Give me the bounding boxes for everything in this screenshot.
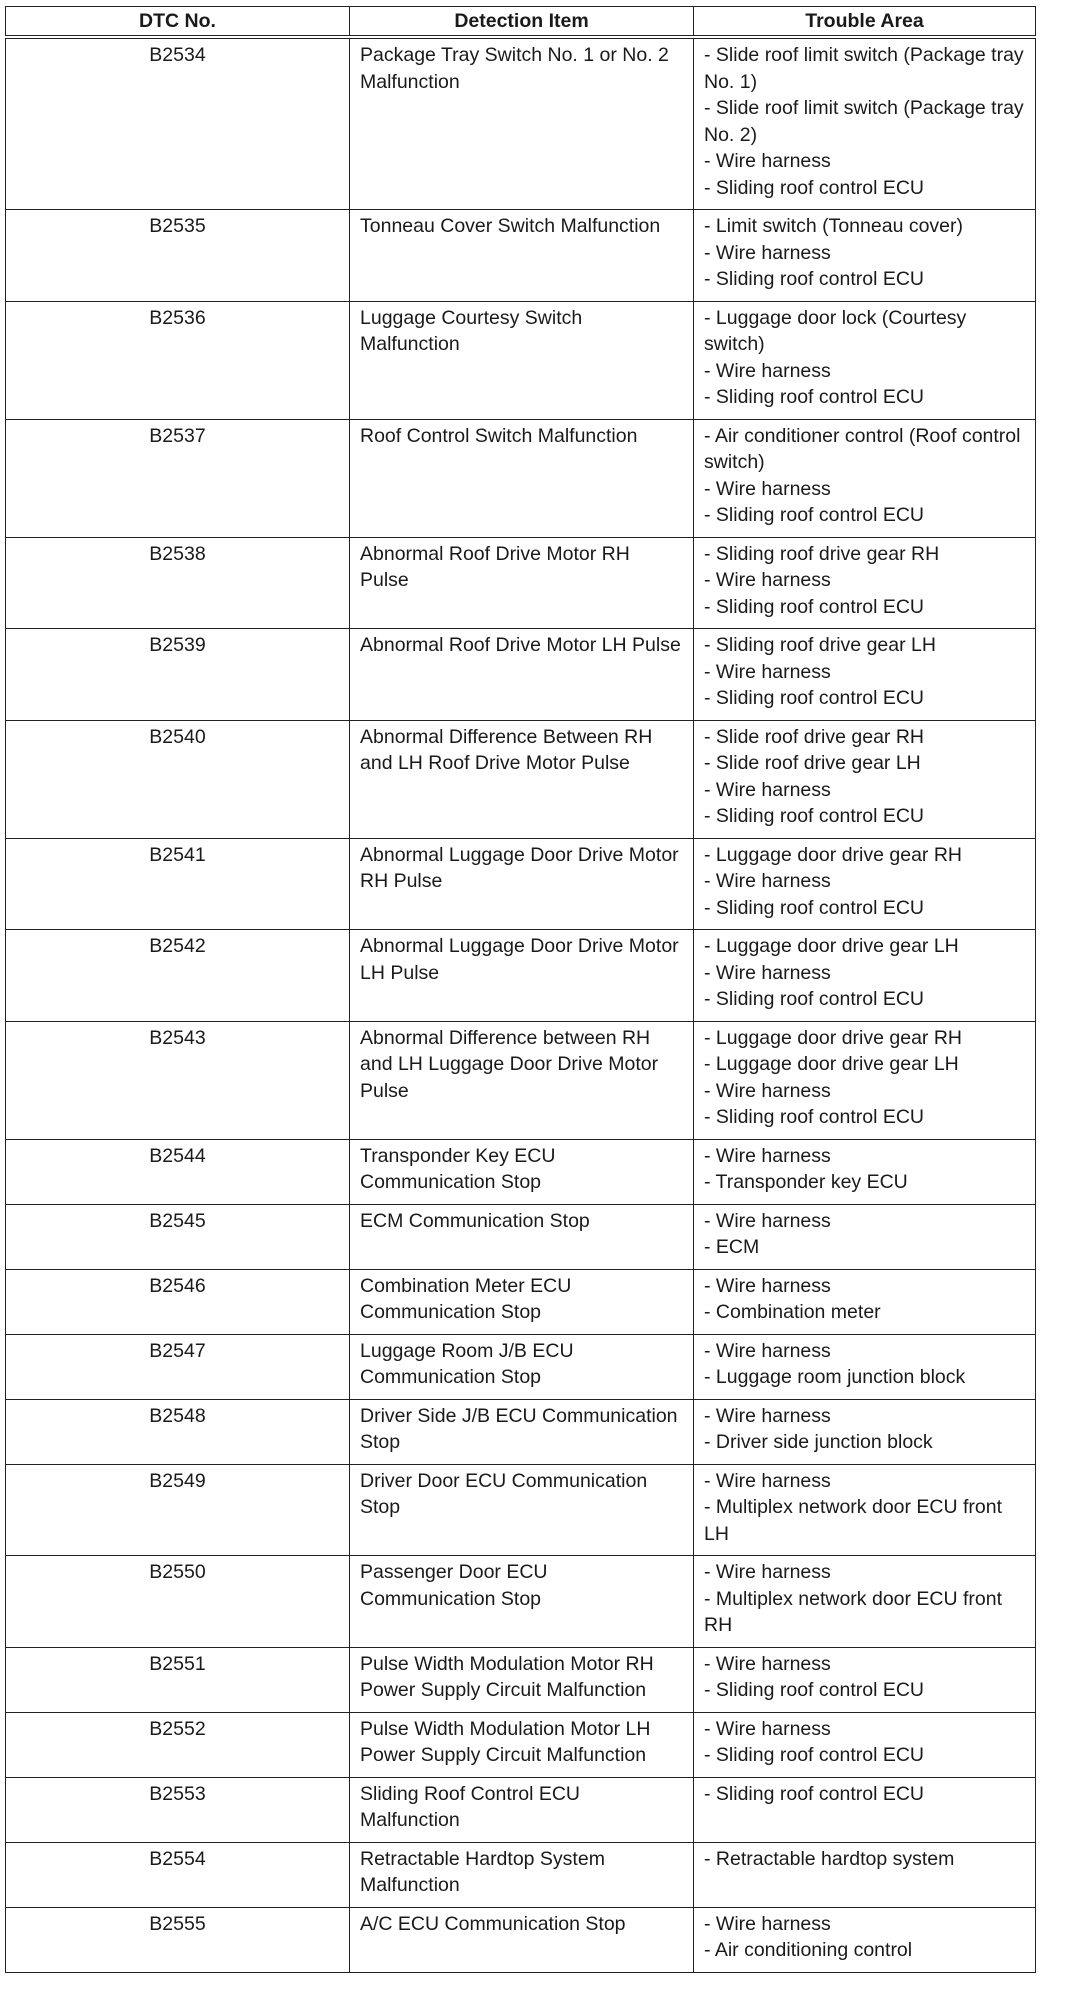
header-detection-item: Detection Item — [350, 7, 694, 38]
trouble-area-line: - Air conditioning control — [704, 1939, 913, 1961]
trouble-area-line: - Wire harness — [704, 1652, 831, 1675]
trouble-area-line: - Luggage door drive gear RH — [704, 843, 962, 866]
trouble-area-line: - Slide roof drive gear RH — [704, 725, 925, 748]
trouble-area-line: - Wire harness — [704, 359, 831, 382]
table-row — [6, 301, 1036, 419]
trouble-area-cell — [694, 1399, 1036, 1464]
table-row — [6, 210, 1036, 302]
header-dtc-no: DTC No. — [6, 7, 350, 38]
detection-item-cell: Abnormal Luggage Door Drive Motor RH Pulse — [350, 838, 694, 930]
trouble-area-line: - Sliding roof control ECU — [704, 896, 925, 919]
detection-item-cell: Abnormal Roof Drive Motor RH Pulse — [350, 537, 694, 629]
trouble-area-line: - Sliding roof control ECU — [704, 1782, 925, 1805]
dtc-code-cell: B2541 — [6, 838, 350, 930]
detection-item-cell: Pulse Width Modulation Motor LH Power Supply Circuit Malfunction — [350, 1712, 694, 1777]
trouble-area-line: - Sliding roof control ECU — [704, 504, 925, 526]
detection-item-cell: Package Tray Switch No. 1 or No. 2 Malfunction — [350, 37, 694, 210]
trouble-area-line: - Wire harness — [704, 241, 831, 264]
dtc-code-cell: B2548 — [6, 1399, 350, 1464]
detection-item-cell: ECM Communication Stop — [350, 1204, 694, 1269]
dtc-code-cell: B2550 — [6, 1556, 350, 1648]
trouble-area-line: - Wire harness — [704, 1717, 831, 1740]
trouble-area-line: - Wire harness — [704, 1469, 831, 1492]
dtc-code-cell: B2546 — [6, 1269, 350, 1334]
trouble-area-cell — [694, 1139, 1036, 1204]
detection-item-cell: A/C ECU Communication Stop — [350, 1907, 694, 1972]
trouble-area-line: - Sliding roof control ECU — [704, 1679, 925, 1701]
table-row — [6, 419, 1036, 537]
trouble-area-line: - Sliding roof control ECU — [704, 386, 925, 408]
table-header — [6, 7, 1036, 38]
trouble-area-line: - Wire harness — [704, 870, 831, 892]
trouble-area-line: - Wire harness — [704, 1912, 831, 1935]
table-row — [6, 1139, 1036, 1204]
detection-item-cell: Driver Door ECU Communication Stop — [350, 1464, 694, 1556]
dtc-code-cell: B2539 — [6, 629, 350, 721]
table-row — [6, 1464, 1036, 1556]
trouble-area-cell — [694, 1712, 1036, 1777]
trouble-area-line: - Wire harness — [704, 569, 831, 591]
trouble-area-line: - Sliding roof control ECU — [704, 805, 925, 827]
table-row — [6, 37, 1036, 210]
dtc-code-cell: B2542 — [6, 930, 350, 1022]
trouble-area-line: - Luggage door drive gear LH — [704, 935, 959, 957]
trouble-area-line: - Sliding roof control ECU — [704, 1744, 925, 1766]
trouble-area-line: - Transponder key ECU — [704, 1171, 908, 1193]
trouble-area-line: - Wire harness — [704, 1209, 831, 1232]
trouble-area-cell — [694, 1269, 1036, 1334]
trouble-area-line: - Wire harness — [704, 1274, 831, 1297]
trouble-area-line: - Wire harness — [704, 477, 831, 500]
dtc-table — [5, 6, 1036, 1973]
trouble-area-cell — [694, 1464, 1036, 1556]
detection-item-cell: Driver Side J/B ECU Communication Stop — [350, 1399, 694, 1464]
trouble-area-line: - Driver side junction block — [704, 1431, 933, 1453]
header-row — [6, 7, 1036, 38]
trouble-area-line: - Wire harness — [704, 660, 831, 683]
dtc-code-cell: B2547 — [6, 1334, 350, 1399]
trouble-area-cell — [694, 629, 1036, 721]
detection-item-cell: Sliding Roof Control ECU Malfunction — [350, 1777, 694, 1842]
dtc-code-cell: B2544 — [6, 1139, 350, 1204]
trouble-area-cell — [694, 1556, 1036, 1648]
detection-item-cell: Pulse Width Modulation Motor RH Power Supply Circuit Malfunction — [350, 1647, 694, 1712]
trouble-area-cell — [694, 838, 1036, 930]
trouble-area-line: - Retractable hardtop system — [704, 1847, 955, 1870]
table-row — [6, 1334, 1036, 1399]
trouble-area-line: - Slide roof drive gear LH — [704, 752, 921, 774]
dtc-code-cell: B2549 — [6, 1464, 350, 1556]
trouble-area-line: - Luggage room junction block — [704, 1366, 966, 1388]
table-row — [6, 1777, 1036, 1842]
dtc-code-cell: B2534 — [6, 37, 350, 210]
detection-item-cell: Luggage Room J/B ECU Communication Stop — [350, 1334, 694, 1399]
table-row — [6, 1712, 1036, 1777]
detection-item-cell: Abnormal Roof Drive Motor LH Pulse — [350, 629, 694, 721]
trouble-area-line: - Sliding roof control ECU — [704, 1106, 925, 1128]
detection-item-cell: Luggage Courtesy Switch Malfunction — [350, 301, 694, 419]
detection-item-cell: Combination Meter ECU Communication Stop — [350, 1269, 694, 1334]
trouble-area-line: - Sliding roof control ECU — [704, 268, 925, 290]
table-row — [6, 1021, 1036, 1139]
table-row — [6, 629, 1036, 721]
table-row — [6, 1399, 1036, 1464]
detection-item-cell: Transponder Key ECU Communication Stop — [350, 1139, 694, 1204]
trouble-area-line: - Wire harness — [704, 961, 831, 984]
detection-item-cell: Passenger Door ECU Communication Stop — [350, 1556, 694, 1648]
trouble-area-line: - Sliding roof control ECU — [704, 687, 925, 709]
trouble-area-cell — [694, 1777, 1036, 1842]
dtc-code-cell: B2538 — [6, 537, 350, 629]
table-row — [6, 1647, 1036, 1712]
trouble-area-line: - Wire harness — [704, 1144, 831, 1167]
trouble-area-line: - Wire harness — [704, 150, 831, 172]
trouble-area-cell — [694, 930, 1036, 1022]
trouble-area-cell — [694, 1334, 1036, 1399]
trouble-area-line: - Multiplex network door ECU front LH — [704, 1496, 1003, 1545]
trouble-area-line: - Slide roof limit switch (Package tray No. 2) — [704, 97, 1024, 146]
trouble-area-line: - Sliding roof drive gear LH — [704, 634, 936, 656]
detection-item-cell: Abnormal Difference between RH and LH Luggage Door Drive Motor Pulse — [350, 1021, 694, 1139]
trouble-area-line: - Air conditioner control (Roof control switch) — [704, 424, 1021, 473]
detection-item-cell: Tonneau Cover Switch Malfunction — [350, 210, 694, 302]
trouble-area-cell — [694, 301, 1036, 419]
trouble-area-line: - Limit switch (Tonneau cover) — [704, 215, 964, 237]
trouble-area-cell — [694, 1842, 1036, 1907]
trouble-area-cell — [694, 1021, 1036, 1139]
trouble-area-line: - ECM — [704, 1236, 760, 1258]
dtc-code-cell: B2536 — [6, 301, 350, 419]
dtc-code-cell: B2540 — [6, 720, 350, 838]
detection-item-cell: Abnormal Luggage Door Drive Motor LH Pulse — [350, 930, 694, 1022]
trouble-area-line: - Sliding roof control ECU — [704, 595, 925, 618]
trouble-area-line: - Wire harness — [704, 1339, 831, 1362]
trouble-area-line: - Multiplex network door ECU front RH — [704, 1587, 1003, 1636]
detection-item-cell: Retractable Hardtop System Malfunction — [350, 1842, 694, 1907]
trouble-area-cell — [694, 1204, 1036, 1269]
dtc-code-cell: B2554 — [6, 1842, 350, 1907]
table-row — [6, 1204, 1036, 1269]
trouble-area-cell — [694, 419, 1036, 537]
table-row — [6, 1842, 1036, 1907]
dtc-code-cell: B2553 — [6, 1777, 350, 1842]
trouble-area-cell — [694, 720, 1036, 838]
table-body — [6, 37, 1036, 1972]
dtc-code-cell: B2537 — [6, 419, 350, 537]
detection-item-cell: Roof Control Switch Malfunction — [350, 419, 694, 537]
trouble-area-line: - Combination meter — [704, 1301, 881, 1323]
dtc-code-cell: B2545 — [6, 1204, 350, 1269]
trouble-area-cell — [694, 537, 1036, 629]
trouble-area-line: - Wire harness — [704, 1404, 831, 1427]
table-row — [6, 1907, 1036, 1972]
table-row — [6, 838, 1036, 930]
trouble-area-line: - Sliding roof control ECU — [704, 176, 925, 199]
detection-item-cell: Abnormal Difference Between RH and LH Roof Drive Motor Pulse — [350, 720, 694, 838]
trouble-area-line: - Luggage door drive gear RH — [704, 1026, 962, 1049]
table-row — [6, 930, 1036, 1022]
trouble-area-line: - Slide roof limit switch (Package tray No. 1) — [704, 44, 1024, 93]
trouble-area-line: - Sliding roof drive gear RH — [704, 542, 940, 565]
trouble-area-line: - Wire harness — [704, 1561, 831, 1583]
table-row — [6, 1556, 1036, 1648]
table-row — [6, 537, 1036, 629]
trouble-area-line: - Wire harness — [704, 1079, 831, 1102]
trouble-area-line: - Wire harness — [704, 778, 831, 801]
trouble-area-line: - Luggage door drive gear LH — [704, 1053, 959, 1075]
dtc-code-cell: B2551 — [6, 1647, 350, 1712]
header-trouble-area: Trouble Area — [694, 7, 1036, 38]
trouble-area-cell — [694, 1907, 1036, 1972]
trouble-area-cell — [694, 37, 1036, 210]
dtc-code-cell: B2543 — [6, 1021, 350, 1139]
table-row — [6, 1269, 1036, 1334]
trouble-area-line: - Luggage door lock (Courtesy switch) — [704, 306, 967, 355]
trouble-area-cell — [694, 1647, 1036, 1712]
dtc-code-cell: B2535 — [6, 210, 350, 302]
table-row — [6, 720, 1036, 838]
dtc-code-cell: B2552 — [6, 1712, 350, 1777]
trouble-area-cell — [694, 210, 1036, 302]
trouble-area-line: - Sliding roof control ECU — [704, 988, 925, 1010]
dtc-code-cell: B2555 — [6, 1907, 350, 1972]
